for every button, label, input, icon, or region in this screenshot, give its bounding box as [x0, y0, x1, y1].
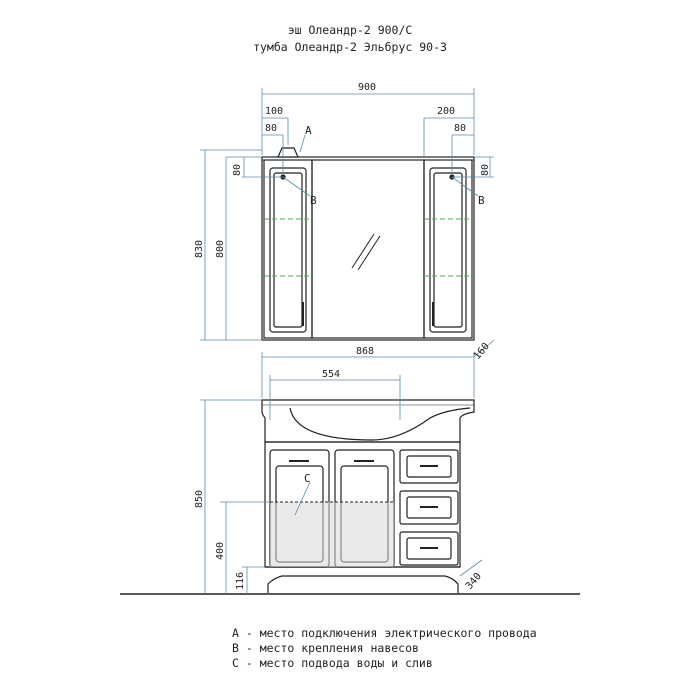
dim-vanity-height-116: 116: [235, 571, 246, 590]
dim-sink-554: 554: [322, 369, 341, 380]
dim-right-80: 80: [454, 123, 467, 134]
left-door: [264, 160, 312, 338]
dim-vanity-depth-340: 340: [463, 571, 484, 592]
mirror: [312, 160, 424, 338]
left-door-panel-outer: [270, 168, 306, 332]
dim-left-100: 100: [265, 106, 284, 117]
lamp-a: [278, 148, 298, 157]
marker-a: A: [305, 124, 312, 137]
dim-top-left-80: 80: [232, 163, 243, 176]
dim-height-830: 830: [194, 239, 205, 258]
dim-vanity-height-850: 850: [194, 489, 205, 508]
dim-left-80: 80: [265, 123, 278, 134]
dim-height-800: 800: [215, 239, 226, 258]
right-door-panel-inner: [434, 173, 462, 327]
right-door-panel-outer: [430, 168, 466, 332]
dim-mirror-width: 900: [358, 82, 377, 93]
water-supply-zone-c: [270, 502, 394, 567]
vanity-plinth: [268, 576, 458, 593]
legend-item-c: C - место подвода воды и слив: [232, 656, 433, 670]
hidden-shelves: [264, 219, 472, 276]
sink-countertop: [262, 400, 474, 442]
legend: [232, 626, 537, 671]
dim-vanity-width: 868: [356, 346, 375, 357]
dim-top-right-80: 80: [480, 163, 491, 176]
title-mirror-cabinet: эш Олеандр-2 900/С: [287, 23, 413, 37]
mirror-cabinet: [262, 148, 474, 340]
marker-b-left: B: [310, 194, 317, 207]
legend-item-a: A - место подключения электрического провода: [232, 626, 537, 640]
dim-right-200: 200: [437, 106, 456, 117]
title-vanity: тумба Олеандр-2 Эльбрус 90-3: [253, 40, 447, 54]
dim-vanity-depth-top: 160: [471, 341, 492, 362]
marker-c: C: [304, 472, 311, 485]
mirror-dimensions: [200, 88, 494, 340]
dim-vanity-height-400: 400: [215, 541, 226, 560]
marker-b-right: B: [478, 194, 485, 207]
left-door-panel-inner: [274, 173, 302, 327]
legend-item-b: B - место крепления навесов: [232, 641, 419, 655]
